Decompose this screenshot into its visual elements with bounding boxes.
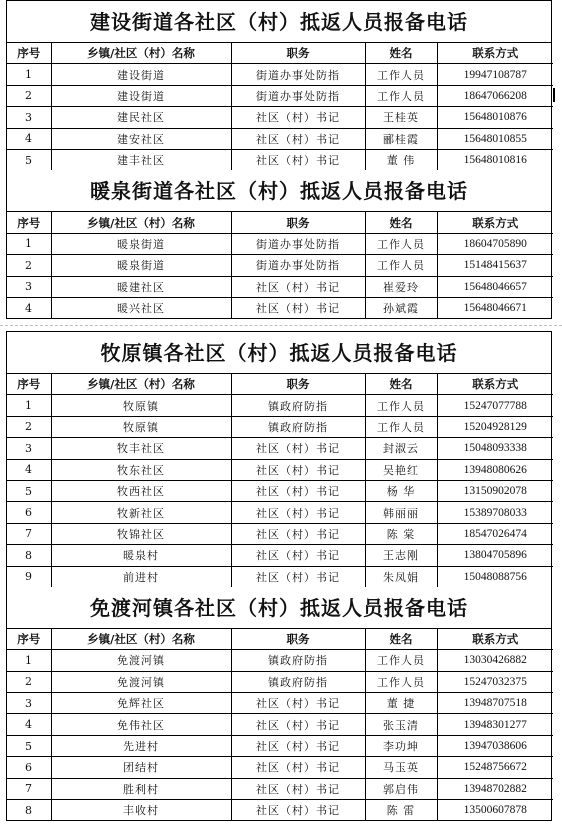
cell-role: 镇政府防指 [231, 650, 365, 671]
table-header-row [7, 43, 553, 64]
cell-role: 社区（村）书记 [231, 714, 365, 735]
cell-name: 工作人员 [365, 233, 437, 254]
cell-phone: 15204928129 [437, 416, 553, 437]
cell-role: 社区（村）书记 [231, 128, 365, 149]
cell-phone: 15247032375 [437, 671, 553, 692]
table-header-row [7, 629, 553, 650]
header-unit: 乡镇/社区（村）名称 [51, 374, 231, 395]
cell-phone: 15648010855 [437, 128, 553, 149]
cell-unit: 建丰社区 [51, 149, 231, 170]
header-phone: 联系方式 [437, 374, 553, 395]
cell-seq: 3 [7, 438, 51, 459]
cell-role: 社区（村）书记 [231, 502, 365, 523]
cell-phone: 18547026474 [437, 523, 553, 544]
cell-phone: 15648010816 [437, 149, 553, 170]
table-row [7, 255, 553, 276]
cell-unit: 牧东社区 [51, 459, 231, 480]
cell-phone: 15048093338 [437, 438, 553, 459]
cell-unit: 牧新社区 [51, 502, 231, 523]
cell-name: 马玉英 [365, 757, 437, 778]
section-mianduhe [7, 587, 551, 821]
header-phone: 联系方式 [437, 212, 553, 233]
cell-seq: 9 [7, 566, 51, 587]
cell-role: 社区（村）书记 [231, 757, 365, 778]
cell-unit: 免辉社区 [51, 693, 231, 714]
table-header-row [7, 374, 553, 395]
section-jianshe [7, 1, 551, 170]
cell-unit: 暖建社区 [51, 276, 231, 297]
cell-role: 社区（村）书记 [231, 693, 365, 714]
cell-unit: 暖泉街道 [51, 233, 231, 254]
cell-role: 街道办事处防指 [231, 64, 365, 85]
cell-phone: 15648046657 [437, 276, 553, 297]
cell-seq: 7 [7, 778, 51, 799]
cell-phone: 13948707518 [437, 693, 553, 714]
cell-unit: 牧丰社区 [51, 438, 231, 459]
cell-name: 工作人员 [365, 85, 437, 106]
section-title: 牧原镇各社区（村）抵返人员报备电话 [7, 332, 551, 374]
cell-name: 工作人员 [365, 650, 437, 671]
cell-seq: 2 [7, 255, 51, 276]
cell-name: 陈 雷 [365, 800, 437, 821]
table-row [7, 714, 553, 735]
table-row [7, 395, 553, 416]
header-unit: 乡镇/社区（村）名称 [51, 212, 231, 233]
cell-unit: 牧西社区 [51, 480, 231, 501]
table-row [7, 416, 553, 437]
cell-name: 李功坤 [365, 735, 437, 756]
document-page-2 [6, 331, 552, 821]
cell-phone: 19947108787 [437, 64, 553, 85]
header-role: 职务 [231, 43, 365, 64]
header-phone: 联系方式 [437, 629, 553, 650]
header-role: 职务 [231, 374, 365, 395]
table-row [7, 276, 553, 297]
cell-name: 张玉清 [365, 714, 437, 735]
cell-seq: 7 [7, 523, 51, 544]
cell-unit: 牧锦社区 [51, 523, 231, 544]
cell-role: 街道办事处防指 [231, 255, 365, 276]
cell-role: 镇政府防指 [231, 671, 365, 692]
cell-unit: 暖泉街道 [51, 255, 231, 276]
cell-phone: 13948702882 [437, 778, 553, 799]
cell-seq: 3 [7, 107, 51, 128]
header-seq: 序号 [7, 374, 51, 395]
cell-role: 社区（村）书记 [231, 735, 365, 756]
cell-seq: 4 [7, 128, 51, 149]
cell-name: 董 伟 [365, 149, 437, 170]
cell-role: 社区（村）书记 [231, 566, 365, 587]
header-name: 姓名 [365, 629, 437, 650]
table-row [7, 502, 553, 523]
cell-phone: 13804705896 [437, 545, 553, 566]
cell-phone: 13500607878 [437, 800, 553, 821]
contact-table [7, 43, 553, 170]
cell-phone: 18647066208 [437, 85, 553, 106]
cell-phone: 15248756672 [437, 757, 553, 778]
cell-seq: 8 [7, 800, 51, 821]
cell-name: 陈 棠 [365, 523, 437, 544]
cell-name: 王桂英 [365, 107, 437, 128]
header-name: 姓名 [365, 374, 437, 395]
cell-role: 社区（村）书记 [231, 523, 365, 544]
section-muyuan [7, 332, 551, 587]
cell-unit: 牧原镇 [51, 416, 231, 437]
section-title: 免渡河镇各社区（村）抵返人员报备电话 [7, 587, 551, 629]
cell-unit: 团结村 [51, 757, 231, 778]
cell-role: 社区（村）书记 [231, 545, 365, 566]
table-row [7, 735, 553, 756]
table-row [7, 85, 553, 106]
table-row [7, 545, 553, 566]
table-row [7, 297, 553, 318]
cell-phone: 13947038606 [437, 735, 553, 756]
header-phone: 联系方式 [437, 43, 553, 64]
table-row [7, 438, 553, 459]
cell-role: 街道办事处防指 [231, 233, 365, 254]
section-title: 暖泉街道各社区（村）抵返人员报备电话 [7, 170, 551, 212]
table-row [7, 149, 553, 170]
cell-name: 韩丽丽 [365, 502, 437, 523]
cell-seq: 1 [7, 395, 51, 416]
cell-unit: 建民社区 [51, 107, 231, 128]
cell-phone: 15247077788 [437, 395, 553, 416]
table-row [7, 800, 553, 821]
table-row [7, 64, 553, 85]
cell-name: 朱凤娟 [365, 566, 437, 587]
cell-unit: 建设街道 [51, 85, 231, 106]
cell-unit: 建设街道 [51, 64, 231, 85]
cell-unit: 暖泉村 [51, 545, 231, 566]
cell-seq: 4 [7, 714, 51, 735]
cell-seq: 4 [7, 459, 51, 480]
cell-seq: 2 [7, 416, 51, 437]
header-unit: 乡镇/社区（村）名称 [51, 43, 231, 64]
cell-role: 社区（村）书记 [231, 459, 365, 480]
cell-name: 工作人员 [365, 64, 437, 85]
cell-name: 孙斌霞 [365, 297, 437, 318]
cell-name: 工作人员 [365, 416, 437, 437]
cell-phone: 15648010876 [437, 107, 553, 128]
cell-unit: 免渡河镇 [51, 671, 231, 692]
header-role: 职务 [231, 629, 365, 650]
cell-name: 崔爱玲 [365, 276, 437, 297]
header-seq: 序号 [7, 43, 51, 64]
cell-phone: 15389708033 [437, 502, 553, 523]
header-unit: 乡镇/社区（村）名称 [51, 629, 231, 650]
cell-phone: 13948301277 [437, 714, 553, 735]
cell-phone: 15048088756 [437, 566, 553, 587]
cell-phone: 15148415637 [437, 255, 553, 276]
cell-seq: 6 [7, 757, 51, 778]
header-role: 职务 [231, 212, 365, 233]
table-row [7, 778, 553, 799]
table-row [7, 523, 553, 544]
cell-unit: 建安社区 [51, 128, 231, 149]
cell-role: 社区（村）书记 [231, 480, 365, 501]
table-row [7, 233, 553, 254]
contact-table [7, 374, 553, 587]
cell-name: 王志刚 [365, 545, 437, 566]
margin-mark [553, 88, 555, 102]
table-row [7, 671, 553, 692]
table-row [7, 566, 553, 587]
cell-role: 社区（村）书记 [231, 297, 365, 318]
cell-phone: 13150902078 [437, 480, 553, 501]
contact-table [7, 212, 553, 318]
cell-seq: 3 [7, 276, 51, 297]
cell-name: 董 捷 [365, 693, 437, 714]
cell-phone: 13030426882 [437, 650, 553, 671]
cell-seq: 1 [7, 233, 51, 254]
cell-seq: 3 [7, 693, 51, 714]
cell-role: 社区（村）书记 [231, 438, 365, 459]
cell-seq: 8 [7, 545, 51, 566]
section-nuanquan [7, 170, 551, 318]
contact-table [7, 629, 553, 821]
cell-unit: 丰收村 [51, 800, 231, 821]
cell-seq: 1 [7, 64, 51, 85]
cell-role: 社区（村）书记 [231, 107, 365, 128]
cell-unit: 免渡河镇 [51, 650, 231, 671]
cell-role: 镇政府防指 [231, 395, 365, 416]
cell-phone: 18604705890 [437, 233, 553, 254]
cell-unit: 牧原镇 [51, 395, 231, 416]
cell-name: 工作人员 [365, 255, 437, 276]
cell-role: 镇政府防指 [231, 416, 365, 437]
header-seq: 序号 [7, 212, 51, 233]
cell-name: 工作人员 [365, 395, 437, 416]
document-page-1 [6, 0, 552, 319]
table-header-row [7, 212, 553, 233]
cell-seq: 4 [7, 297, 51, 318]
cell-seq: 5 [7, 735, 51, 756]
cell-seq: 1 [7, 650, 51, 671]
cell-unit: 胜利村 [51, 778, 231, 799]
table-row [7, 107, 553, 128]
cell-role: 社区（村）书记 [231, 149, 365, 170]
cell-name: 郦桂霞 [365, 128, 437, 149]
cell-unit: 暖兴社区 [51, 297, 231, 318]
cell-name: 封淑云 [365, 438, 437, 459]
cell-unit: 先进村 [51, 735, 231, 756]
cell-role: 街道办事处防指 [231, 85, 365, 106]
header-name: 姓名 [365, 43, 437, 64]
table-row [7, 459, 553, 480]
cell-seq: 2 [7, 671, 51, 692]
table-row [7, 693, 553, 714]
cell-seq: 5 [7, 149, 51, 170]
cell-phone: 13948080626 [437, 459, 553, 480]
cell-name: 工作人员 [365, 671, 437, 692]
cell-unit: 免伟社区 [51, 714, 231, 735]
header-seq: 序号 [7, 629, 51, 650]
table-row [7, 757, 553, 778]
cell-phone: 15648046671 [437, 297, 553, 318]
cell-seq: 2 [7, 85, 51, 106]
cell-seq: 6 [7, 502, 51, 523]
page-break-line [0, 325, 562, 326]
table-row [7, 480, 553, 501]
header-name: 姓名 [365, 212, 437, 233]
cell-role: 社区（村）书记 [231, 778, 365, 799]
cell-role: 社区（村）书记 [231, 800, 365, 821]
cell-name: 杨 华 [365, 480, 437, 501]
table-row [7, 650, 553, 671]
cell-name: 郭启伟 [365, 778, 437, 799]
cell-role: 社区（村）书记 [231, 276, 365, 297]
cell-unit: 前进村 [51, 566, 231, 587]
table-row [7, 128, 553, 149]
section-title: 建设街道各社区（村）抵返人员报备电话 [7, 1, 551, 43]
cell-seq: 5 [7, 480, 51, 501]
cell-name: 吴艳红 [365, 459, 437, 480]
